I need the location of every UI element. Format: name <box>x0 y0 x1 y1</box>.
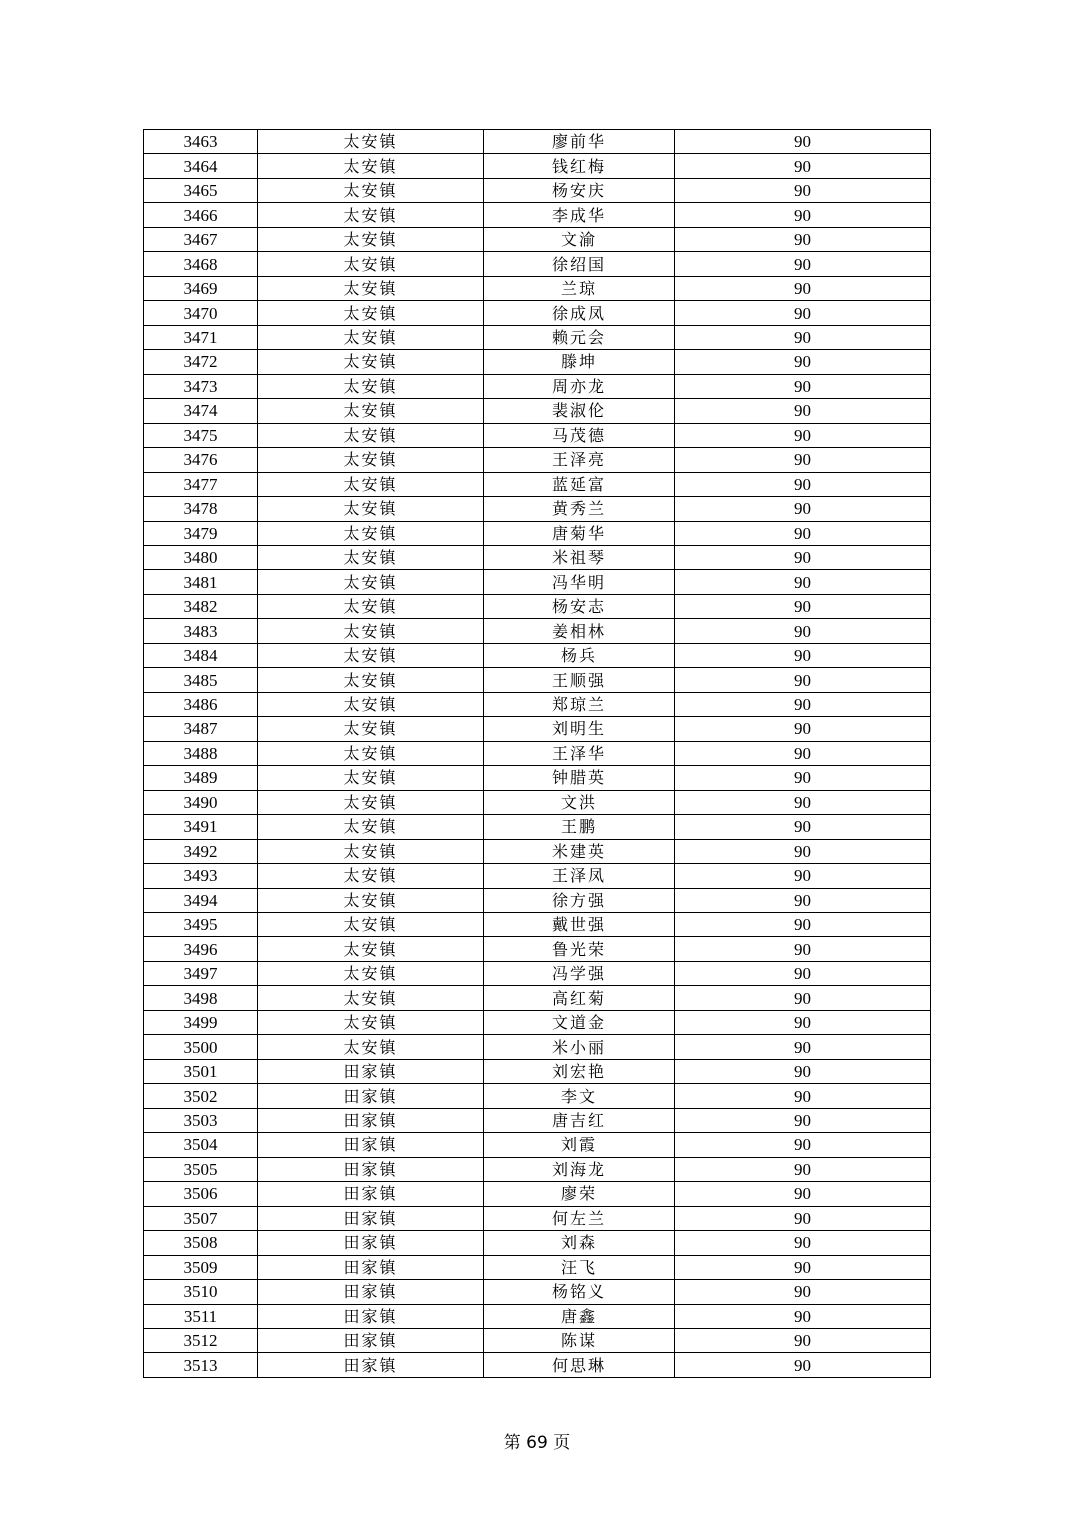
table-row <box>144 619 931 643</box>
score-cell: 90 <box>675 497 931 521</box>
table-row <box>144 276 931 300</box>
row-number-cell: 3497 <box>144 961 258 985</box>
name-cell: 黄秀兰 <box>484 497 675 521</box>
name-cell: 唐吉红 <box>484 1108 675 1132</box>
name-cell: 马茂德 <box>484 423 675 447</box>
table-row <box>144 423 931 447</box>
table-row <box>144 521 931 545</box>
row-number-cell: 3483 <box>144 619 258 643</box>
name-cell: 冯学强 <box>484 961 675 985</box>
table-row <box>144 1304 931 1328</box>
table-row <box>144 178 931 202</box>
table-row <box>144 374 931 398</box>
row-number-cell: 3491 <box>144 815 258 839</box>
row-number-cell: 3499 <box>144 1010 258 1034</box>
score-cell: 90 <box>675 521 931 545</box>
name-cell: 滕坤 <box>484 350 675 374</box>
row-number-cell: 3500 <box>144 1035 258 1059</box>
table-row <box>144 888 931 912</box>
score-cell: 90 <box>675 594 931 618</box>
score-cell: 90 <box>675 1231 931 1255</box>
name-cell: 赖元会 <box>484 325 675 349</box>
row-number-cell: 3504 <box>144 1133 258 1157</box>
row-number-cell: 3472 <box>144 350 258 374</box>
table-row <box>144 130 931 154</box>
town-cell: 太安镇 <box>258 643 484 667</box>
score-cell: 90 <box>675 961 931 985</box>
name-cell: 姜相林 <box>484 619 675 643</box>
name-cell: 徐成凤 <box>484 301 675 325</box>
town-cell: 田家镇 <box>258 1353 484 1377</box>
score-cell: 90 <box>675 766 931 790</box>
table-row <box>144 325 931 349</box>
town-cell: 太安镇 <box>258 423 484 447</box>
name-cell: 李文 <box>484 1084 675 1108</box>
town-cell: 太安镇 <box>258 888 484 912</box>
page-number: 第 69 页 <box>503 1433 571 1453</box>
score-cell: 90 <box>675 1206 931 1230</box>
score-cell: 90 <box>675 276 931 300</box>
town-cell: 太安镇 <box>258 252 484 276</box>
name-cell: 王泽亮 <box>484 448 675 472</box>
name-cell: 杨兵 <box>484 643 675 667</box>
name-cell: 杨安志 <box>484 594 675 618</box>
row-number-cell: 3509 <box>144 1255 258 1279</box>
name-cell: 文道金 <box>484 1010 675 1034</box>
score-cell: 90 <box>675 1304 931 1328</box>
score-cell: 90 <box>675 154 931 178</box>
town-cell: 太安镇 <box>258 766 484 790</box>
town-cell: 太安镇 <box>258 594 484 618</box>
town-cell: 田家镇 <box>258 1280 484 1304</box>
name-cell: 唐鑫 <box>484 1304 675 1328</box>
name-cell: 郑琼兰 <box>484 692 675 716</box>
name-cell: 王泽凤 <box>484 864 675 888</box>
score-cell: 90 <box>675 1010 931 1034</box>
roster-table-body <box>144 130 931 1378</box>
name-cell: 高红菊 <box>484 986 675 1010</box>
table-row <box>144 790 931 814</box>
score-cell: 90 <box>675 130 931 154</box>
row-number-cell: 3479 <box>144 521 258 545</box>
town-cell: 太安镇 <box>258 839 484 863</box>
score-cell: 90 <box>675 668 931 692</box>
row-number-cell: 3466 <box>144 203 258 227</box>
table-row <box>144 1133 931 1157</box>
score-cell: 90 <box>675 301 931 325</box>
row-number-cell: 3463 <box>144 130 258 154</box>
town-cell: 太安镇 <box>258 203 484 227</box>
row-number-cell: 3494 <box>144 888 258 912</box>
row-number-cell: 3469 <box>144 276 258 300</box>
name-cell: 刘宏艳 <box>484 1059 675 1083</box>
row-number-cell: 3510 <box>144 1280 258 1304</box>
row-number-cell: 3468 <box>144 252 258 276</box>
score-cell: 90 <box>675 1059 931 1083</box>
name-cell: 何左兰 <box>484 1206 675 1230</box>
table-row <box>144 203 931 227</box>
score-cell: 90 <box>675 350 931 374</box>
row-number-cell: 3477 <box>144 472 258 496</box>
score-cell: 90 <box>675 1084 931 1108</box>
table-row <box>144 1108 931 1132</box>
row-number-cell: 3489 <box>144 766 258 790</box>
score-cell: 90 <box>675 1157 931 1181</box>
score-cell: 90 <box>675 252 931 276</box>
name-cell: 冯华明 <box>484 570 675 594</box>
name-cell: 唐菊华 <box>484 521 675 545</box>
score-cell: 90 <box>675 227 931 251</box>
name-cell: 刘明生 <box>484 717 675 741</box>
name-cell: 李成华 <box>484 203 675 227</box>
name-cell: 汪飞 <box>484 1255 675 1279</box>
table-row <box>144 1035 931 1059</box>
town-cell: 太安镇 <box>258 986 484 1010</box>
table-row <box>144 252 931 276</box>
table-row <box>144 154 931 178</box>
row-number-cell: 3476 <box>144 448 258 472</box>
row-number-cell: 3492 <box>144 839 258 863</box>
score-cell: 90 <box>675 741 931 765</box>
row-number-cell: 3485 <box>144 668 258 692</box>
row-number-cell: 3507 <box>144 1206 258 1230</box>
town-cell: 太安镇 <box>258 448 484 472</box>
town-cell: 太安镇 <box>258 276 484 300</box>
name-cell: 周亦龙 <box>484 374 675 398</box>
town-cell: 太安镇 <box>258 497 484 521</box>
score-cell: 90 <box>675 790 931 814</box>
name-cell: 刘海龙 <box>484 1157 675 1181</box>
score-cell: 90 <box>675 839 931 863</box>
table-row <box>144 1255 931 1279</box>
score-cell: 90 <box>675 643 931 667</box>
table-row <box>144 1231 931 1255</box>
score-cell: 90 <box>675 1182 931 1206</box>
score-cell: 90 <box>675 1133 931 1157</box>
town-cell: 田家镇 <box>258 1133 484 1157</box>
row-number-cell: 3473 <box>144 374 258 398</box>
town-cell: 太安镇 <box>258 815 484 839</box>
name-cell: 米建英 <box>484 839 675 863</box>
town-cell: 田家镇 <box>258 1328 484 1352</box>
table-row <box>144 986 931 1010</box>
town-cell: 太安镇 <box>258 350 484 374</box>
town-cell: 太安镇 <box>258 130 484 154</box>
town-cell: 田家镇 <box>258 1108 484 1132</box>
score-cell: 90 <box>675 178 931 202</box>
score-cell: 90 <box>675 692 931 716</box>
town-cell: 田家镇 <box>258 1182 484 1206</box>
town-cell: 太安镇 <box>258 619 484 643</box>
table-row <box>144 399 931 423</box>
name-cell: 文洪 <box>484 790 675 814</box>
table-row <box>144 1206 931 1230</box>
score-cell: 90 <box>675 570 931 594</box>
name-cell: 廖荣 <box>484 1182 675 1206</box>
score-cell: 90 <box>675 472 931 496</box>
table-row <box>144 643 931 667</box>
name-cell: 文渝 <box>484 227 675 251</box>
table-row <box>144 864 931 888</box>
table-row <box>144 766 931 790</box>
town-cell: 太安镇 <box>258 399 484 423</box>
town-cell: 太安镇 <box>258 1010 484 1034</box>
name-cell: 裴淑伦 <box>484 399 675 423</box>
row-number-cell: 3513 <box>144 1353 258 1377</box>
score-cell: 90 <box>675 374 931 398</box>
town-cell: 太安镇 <box>258 374 484 398</box>
table-row <box>144 570 931 594</box>
name-cell: 米小丽 <box>484 1035 675 1059</box>
row-number-cell: 3482 <box>144 594 258 618</box>
score-cell: 90 <box>675 1353 931 1377</box>
town-cell: 田家镇 <box>258 1084 484 1108</box>
row-number-cell: 3474 <box>144 399 258 423</box>
name-cell: 米祖琴 <box>484 545 675 569</box>
town-cell: 太安镇 <box>258 790 484 814</box>
row-number-cell: 3493 <box>144 864 258 888</box>
name-cell: 徐方强 <box>484 888 675 912</box>
score-cell: 90 <box>675 1108 931 1132</box>
score-cell: 90 <box>675 864 931 888</box>
town-cell: 太安镇 <box>258 937 484 961</box>
name-cell: 鲁光荣 <box>484 937 675 961</box>
town-cell: 太安镇 <box>258 227 484 251</box>
row-number-cell: 3506 <box>144 1182 258 1206</box>
table-row <box>144 594 931 618</box>
table-row <box>144 448 931 472</box>
name-cell: 陈谋 <box>484 1328 675 1352</box>
row-number-cell: 3502 <box>144 1084 258 1108</box>
row-number-cell: 3471 <box>144 325 258 349</box>
name-cell: 刘森 <box>484 1231 675 1255</box>
row-number-cell: 3490 <box>144 790 258 814</box>
table-row <box>144 1280 931 1304</box>
table-row <box>144 1059 931 1083</box>
town-cell: 太安镇 <box>258 570 484 594</box>
roster-table <box>143 129 931 1378</box>
score-cell: 90 <box>675 1280 931 1304</box>
table-row <box>144 839 931 863</box>
score-cell: 90 <box>675 888 931 912</box>
town-cell: 田家镇 <box>258 1231 484 1255</box>
name-cell: 徐绍国 <box>484 252 675 276</box>
name-cell: 王顺强 <box>484 668 675 692</box>
town-cell: 田家镇 <box>258 1304 484 1328</box>
row-number-cell: 3464 <box>144 154 258 178</box>
row-number-cell: 3465 <box>144 178 258 202</box>
table-row <box>144 1010 931 1034</box>
table-row <box>144 668 931 692</box>
row-number-cell: 3498 <box>144 986 258 1010</box>
table-row <box>144 815 931 839</box>
row-number-cell: 3503 <box>144 1108 258 1132</box>
row-number-cell: 3496 <box>144 937 258 961</box>
table-row <box>144 1157 931 1181</box>
row-number-cell: 3478 <box>144 497 258 521</box>
score-cell: 90 <box>675 1328 931 1352</box>
town-cell: 太安镇 <box>258 864 484 888</box>
score-cell: 90 <box>675 399 931 423</box>
row-number-cell: 3511 <box>144 1304 258 1328</box>
row-number-cell: 3481 <box>144 570 258 594</box>
table-row <box>144 937 931 961</box>
table-row <box>144 301 931 325</box>
table-row <box>144 913 931 937</box>
table-row <box>144 1182 931 1206</box>
score-cell: 90 <box>675 619 931 643</box>
row-number-cell: 3501 <box>144 1059 258 1083</box>
table-row <box>144 961 931 985</box>
town-cell: 田家镇 <box>258 1206 484 1230</box>
row-number-cell: 3486 <box>144 692 258 716</box>
row-number-cell: 3475 <box>144 423 258 447</box>
table-row <box>144 1328 931 1352</box>
town-cell: 太安镇 <box>258 325 484 349</box>
row-number-cell: 3467 <box>144 227 258 251</box>
score-cell: 90 <box>675 545 931 569</box>
score-cell: 90 <box>675 815 931 839</box>
name-cell: 杨安庆 <box>484 178 675 202</box>
row-number-cell: 3484 <box>144 643 258 667</box>
row-number-cell: 3487 <box>144 717 258 741</box>
name-cell: 王泽华 <box>484 741 675 765</box>
score-cell: 90 <box>675 1255 931 1279</box>
score-cell: 90 <box>675 717 931 741</box>
name-cell: 钱红梅 <box>484 154 675 178</box>
town-cell: 太安镇 <box>258 472 484 496</box>
score-cell: 90 <box>675 325 931 349</box>
town-cell: 太安镇 <box>258 301 484 325</box>
table-row <box>144 1084 931 1108</box>
name-cell: 杨铭义 <box>484 1280 675 1304</box>
town-cell: 太安镇 <box>258 521 484 545</box>
town-cell: 田家镇 <box>258 1157 484 1181</box>
town-cell: 太安镇 <box>258 692 484 716</box>
name-cell: 刘霞 <box>484 1133 675 1157</box>
name-cell: 何思琳 <box>484 1353 675 1377</box>
table-row <box>144 717 931 741</box>
town-cell: 田家镇 <box>258 1059 484 1083</box>
row-number-cell: 3470 <box>144 301 258 325</box>
score-cell: 90 <box>675 1035 931 1059</box>
score-cell: 90 <box>675 203 931 227</box>
name-cell: 钟腊英 <box>484 766 675 790</box>
town-cell: 太安镇 <box>258 178 484 202</box>
table-row <box>144 741 931 765</box>
name-cell: 王鹏 <box>484 815 675 839</box>
row-number-cell: 3508 <box>144 1231 258 1255</box>
row-number-cell: 3480 <box>144 545 258 569</box>
score-cell: 90 <box>675 986 931 1010</box>
table-row <box>144 545 931 569</box>
name-cell: 兰琼 <box>484 276 675 300</box>
row-number-cell: 3488 <box>144 741 258 765</box>
name-cell: 廖前华 <box>484 130 675 154</box>
table-row <box>144 692 931 716</box>
row-number-cell: 3512 <box>144 1328 258 1352</box>
table-row <box>144 227 931 251</box>
row-number-cell: 3495 <box>144 913 258 937</box>
score-cell: 90 <box>675 913 931 937</box>
table-row <box>144 1353 931 1377</box>
score-cell: 90 <box>675 937 931 961</box>
table-row <box>144 350 931 374</box>
name-cell: 蓝延富 <box>484 472 675 496</box>
town-cell: 田家镇 <box>258 1255 484 1279</box>
score-cell: 90 <box>675 423 931 447</box>
name-cell: 戴世强 <box>484 913 675 937</box>
town-cell: 太安镇 <box>258 154 484 178</box>
town-cell: 太安镇 <box>258 913 484 937</box>
table-row <box>144 497 931 521</box>
score-cell: 90 <box>675 448 931 472</box>
table-row <box>144 472 931 496</box>
town-cell: 太安镇 <box>258 545 484 569</box>
town-cell: 太安镇 <box>258 1035 484 1059</box>
town-cell: 太安镇 <box>258 668 484 692</box>
town-cell: 太安镇 <box>258 961 484 985</box>
town-cell: 太安镇 <box>258 741 484 765</box>
town-cell: 太安镇 <box>258 717 484 741</box>
row-number-cell: 3505 <box>144 1157 258 1181</box>
